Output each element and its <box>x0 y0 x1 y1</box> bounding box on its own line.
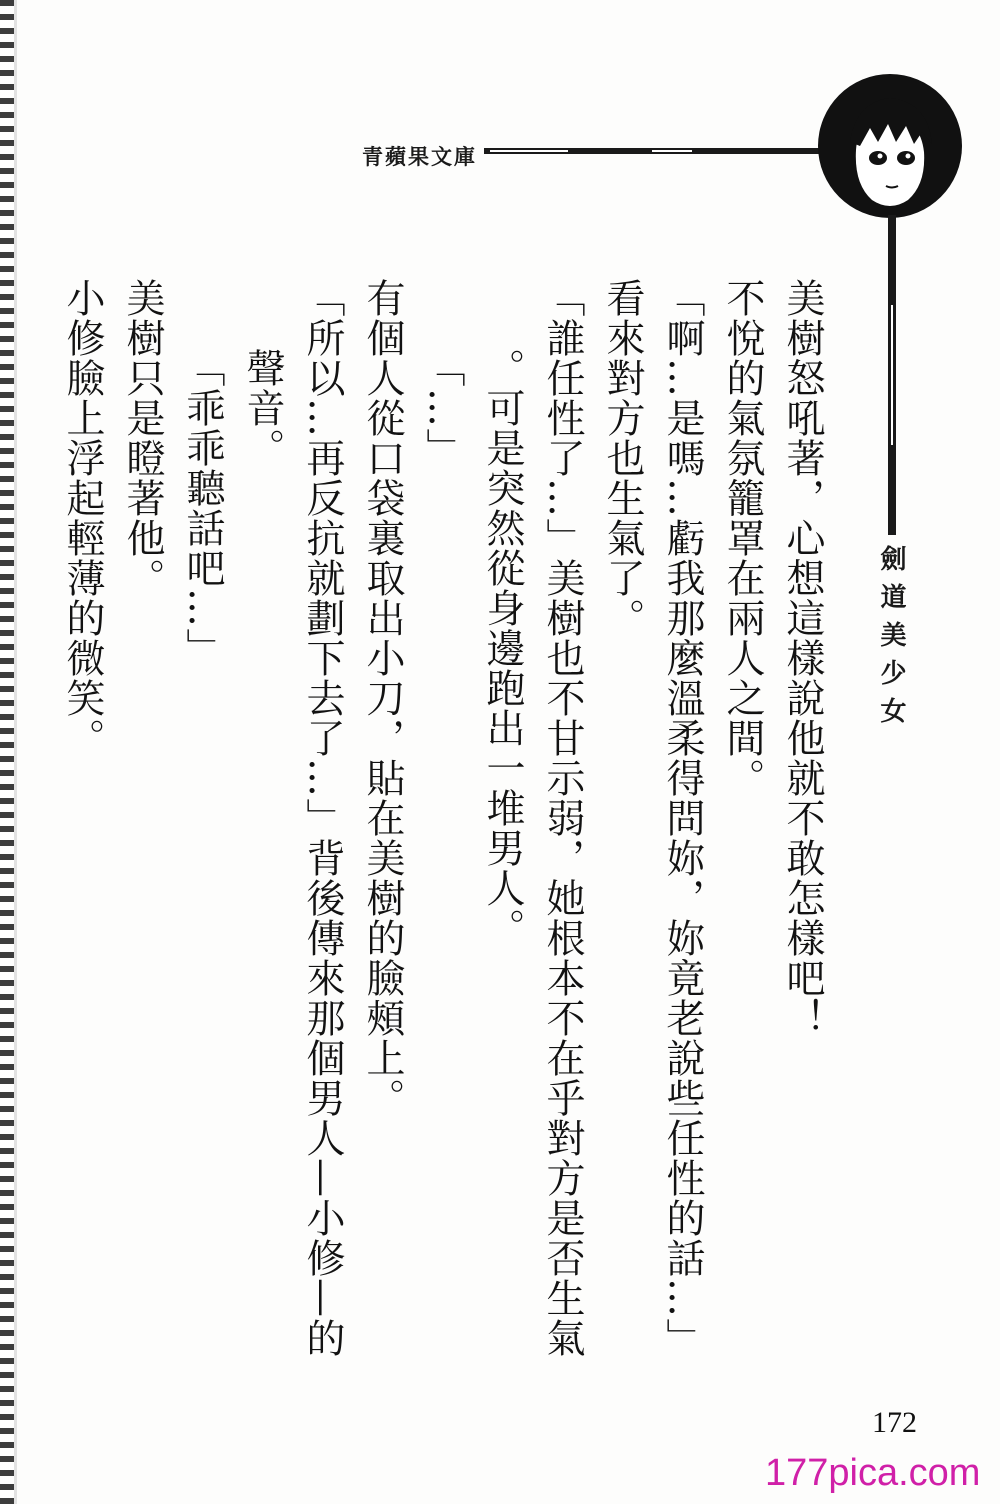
paragraph: 美樹怒吼著，心想這樣說他就不敢怎樣吧！ <box>780 278 825 1038</box>
paragraph: 「乖乖聽話吧…」 <box>180 348 225 668</box>
paragraph: 看來對方也生氣了。 <box>600 278 645 638</box>
paragraph: 「所以…再反抗就劃下去了…」背後傳來那個男人—小修—的 <box>300 278 345 1358</box>
paragraph: 「誰任性了…」美樹也不甘示弱，她根本不在乎對方是否生氣 <box>540 278 585 1358</box>
paragraph: 「…」 <box>420 348 465 468</box>
paragraph: 小修臉上浮起輕薄的微笑。 <box>60 278 105 758</box>
series-title: 青蘋果文庫 <box>362 145 477 169</box>
vertical-body-text <box>52 278 832 1358</box>
paragraph: 不悅的氣氛籠罩在兩人之間。 <box>720 278 765 798</box>
paragraph: 「啊…是嗎…虧我那麼溫柔得問妳，妳竟老說些任性的話…」 <box>660 278 705 1358</box>
binding-edge <box>0 0 14 1504</box>
paragraph: 美樹只是瞪著他。 <box>120 278 165 598</box>
vertical-rule <box>885 215 899 535</box>
header-rule <box>484 146 824 156</box>
book-title: 劍道美少女 <box>876 545 906 735</box>
paragraph: 聲音。 <box>240 348 285 468</box>
paragraph: 有個人從口袋裏取出小刀，貼在美樹的臉頰上。 <box>360 278 405 1118</box>
page-number: 172 <box>872 1406 917 1439</box>
watermark-link[interactable]: 177pica.com <box>765 1452 981 1494</box>
binding-shadow <box>14 0 17 1504</box>
character-portrait-icon <box>816 72 964 220</box>
paragraph: 。可是突然從身邊跑出一堆男人。 <box>480 348 525 948</box>
